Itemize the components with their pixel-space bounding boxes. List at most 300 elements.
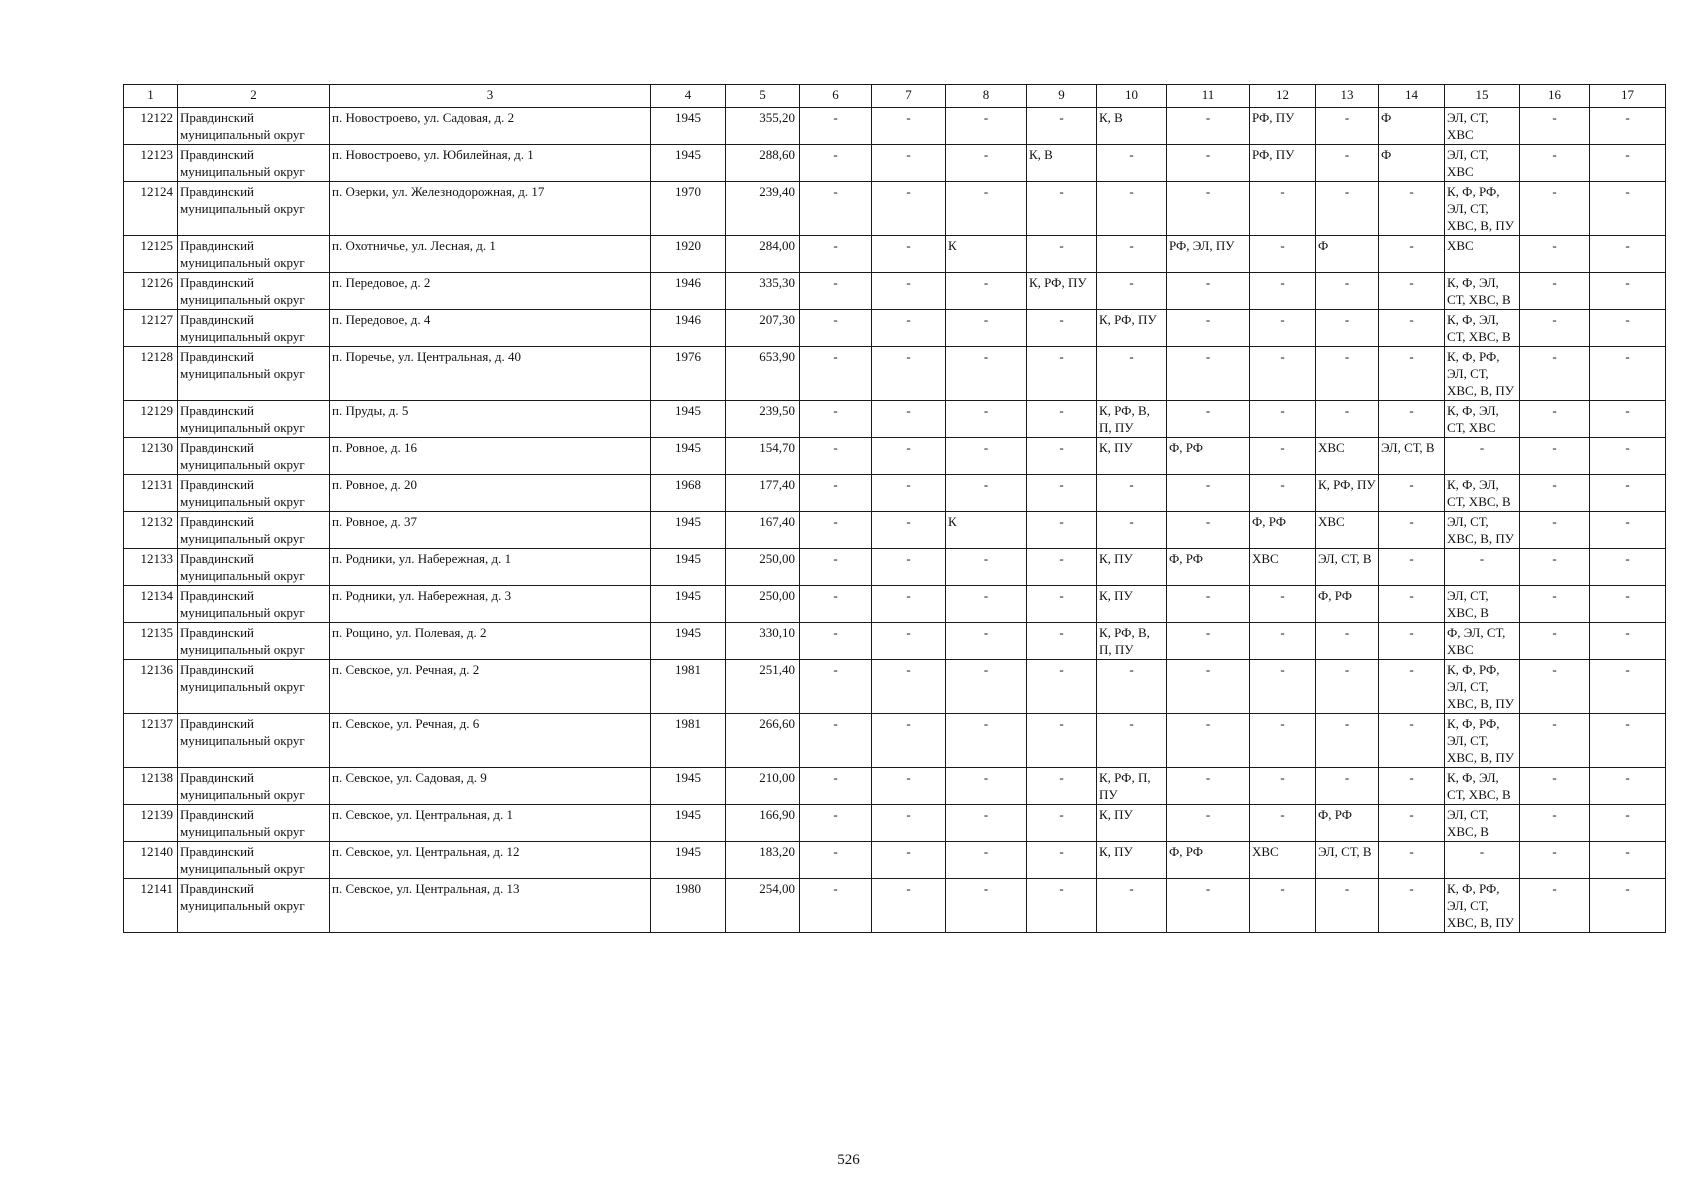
column-header: 14 [1379, 85, 1445, 108]
cell-col-8: - [946, 182, 1027, 236]
cell-col-9: - [1027, 310, 1097, 347]
cell-col-13: - [1316, 768, 1379, 805]
cell-col-7: - [872, 549, 946, 586]
cell-col-17: - [1590, 623, 1666, 660]
cell-col-16: - [1520, 879, 1590, 933]
cell-col-15: - [1445, 842, 1520, 879]
cell-address: п. Севское, ул. Центральная, д. 1 [330, 805, 651, 842]
cell-col-6: - [800, 549, 872, 586]
cell-municipality: Правдинский муниципальный округ [178, 475, 330, 512]
cell-number: 12126 [124, 273, 178, 310]
cell-col-17: - [1590, 401, 1666, 438]
cell-year: 1945 [651, 842, 726, 879]
cell-col-14: - [1379, 623, 1445, 660]
cell-area: 250,00 [726, 549, 800, 586]
cell-col-8: - [946, 401, 1027, 438]
cell-col-7: - [872, 347, 946, 401]
cell-municipality: Правдинский муниципальный округ [178, 549, 330, 586]
cell-col-15: К, Ф, РФ, ЭЛ, СТ, ХВС, В, ПУ [1445, 347, 1520, 401]
cell-municipality: Правдинский муниципальный округ [178, 623, 330, 660]
cell-year: 1968 [651, 475, 726, 512]
cell-municipality: Правдинский муниципальный округ [178, 347, 330, 401]
cell-area: 266,60 [726, 714, 800, 768]
cell-col-9: - [1027, 714, 1097, 768]
cell-col-12: - [1250, 768, 1316, 805]
cell-number: 12131 [124, 475, 178, 512]
cell-number: 12125 [124, 236, 178, 273]
column-header: 1 [124, 85, 178, 108]
column-header: 7 [872, 85, 946, 108]
cell-col-8: - [946, 879, 1027, 933]
column-header: 9 [1027, 85, 1097, 108]
cell-col-12: - [1250, 660, 1316, 714]
cell-col-12: - [1250, 310, 1316, 347]
cell-area: 250,00 [726, 586, 800, 623]
cell-col-13: ХВС [1316, 438, 1379, 475]
cell-col-10: - [1097, 347, 1167, 401]
cell-col-6: - [800, 182, 872, 236]
cell-col-13: - [1316, 273, 1379, 310]
cell-col-14: - [1379, 586, 1445, 623]
cell-number: 12128 [124, 347, 178, 401]
cell-col-11: - [1167, 805, 1250, 842]
cell-col-6: - [800, 347, 872, 401]
cell-col-10: - [1097, 879, 1167, 933]
cell-area: 284,00 [726, 236, 800, 273]
cell-col-15: ЭЛ, СТ, ХВС, В [1445, 805, 1520, 842]
cell-col-15: ЭЛ, СТ, ХВС [1445, 108, 1520, 145]
column-header: 6 [800, 85, 872, 108]
cell-municipality: Правдинский муниципальный округ [178, 842, 330, 879]
cell-col-8: - [946, 660, 1027, 714]
cell-col-16: - [1520, 273, 1590, 310]
cell-col-10: К, РФ, В, П, ПУ [1097, 623, 1167, 660]
cell-col-10: К, ПУ [1097, 842, 1167, 879]
cell-area: 154,70 [726, 438, 800, 475]
cell-col-13: - [1316, 879, 1379, 933]
cell-col-15: К, Ф, РФ, ЭЛ, СТ, ХВС, В, ПУ [1445, 879, 1520, 933]
cell-col-7: - [872, 401, 946, 438]
cell-col-6: - [800, 660, 872, 714]
cell-address: п. Озерки, ул. Железнодорожная, д. 17 [330, 182, 651, 236]
cell-area: 653,90 [726, 347, 800, 401]
cell-col-16: - [1520, 512, 1590, 549]
cell-col-8: - [946, 273, 1027, 310]
cell-col-11: - [1167, 401, 1250, 438]
cell-col-7: - [872, 475, 946, 512]
cell-area: 288,60 [726, 145, 800, 182]
cell-col-11: - [1167, 714, 1250, 768]
cell-col-9: - [1027, 475, 1097, 512]
table-row [124, 805, 1666, 842]
cell-col-13: Ф, РФ [1316, 805, 1379, 842]
cell-col-12: ХВС [1250, 842, 1316, 879]
cell-col-7: - [872, 273, 946, 310]
cell-area: 330,10 [726, 623, 800, 660]
cell-col-12: - [1250, 236, 1316, 273]
cell-col-9: - [1027, 768, 1097, 805]
cell-year: 1945 [651, 512, 726, 549]
cell-col-14: - [1379, 879, 1445, 933]
cell-address: п. Новостроево, ул. Юбилейная, д. 1 [330, 145, 651, 182]
cell-col-9: - [1027, 879, 1097, 933]
cell-col-16: - [1520, 842, 1590, 879]
cell-col-12: ХВС [1250, 549, 1316, 586]
cell-col-6: - [800, 805, 872, 842]
cell-col-10: - [1097, 182, 1167, 236]
cell-col-8: К [946, 512, 1027, 549]
table-row [124, 714, 1666, 768]
cell-number: 12139 [124, 805, 178, 842]
table-row [124, 768, 1666, 805]
cell-col-15: ЭЛ, СТ, ХВС [1445, 145, 1520, 182]
cell-col-12: - [1250, 714, 1316, 768]
cell-address: п. Родники, ул. Набережная, д. 1 [330, 549, 651, 586]
cell-col-7: - [872, 714, 946, 768]
cell-col-6: - [800, 714, 872, 768]
cell-col-6: - [800, 273, 872, 310]
cell-col-15: К, Ф, ЭЛ, СТ, ХВС, В [1445, 475, 1520, 512]
cell-col-14: - [1379, 475, 1445, 512]
cell-col-16: - [1520, 768, 1590, 805]
cell-col-7: - [872, 512, 946, 549]
cell-col-9: - [1027, 623, 1097, 660]
cell-year: 1946 [651, 310, 726, 347]
cell-col-9: - [1027, 549, 1097, 586]
cell-col-10: К, ПУ [1097, 805, 1167, 842]
cell-col-14: - [1379, 347, 1445, 401]
cell-col-6: - [800, 623, 872, 660]
cell-col-11: - [1167, 512, 1250, 549]
cell-col-16: - [1520, 660, 1590, 714]
cell-col-17: - [1590, 549, 1666, 586]
cell-col-13: Ф, РФ [1316, 586, 1379, 623]
cell-col-12: - [1250, 623, 1316, 660]
cell-col-12: - [1250, 273, 1316, 310]
cell-year: 1945 [651, 145, 726, 182]
cell-col-16: - [1520, 401, 1590, 438]
cell-col-8: - [946, 310, 1027, 347]
cell-col-7: - [872, 623, 946, 660]
cell-col-13: - [1316, 108, 1379, 145]
table-header [124, 85, 1666, 108]
cell-area: 177,40 [726, 475, 800, 512]
column-header: 4 [651, 85, 726, 108]
cell-col-11: - [1167, 145, 1250, 182]
cell-col-11: Ф, РФ [1167, 438, 1250, 475]
cell-col-17: - [1590, 805, 1666, 842]
cell-year: 1946 [651, 273, 726, 310]
cell-col-13: ЭЛ, СТ, В [1316, 842, 1379, 879]
cell-col-14: - [1379, 549, 1445, 586]
cell-col-6: - [800, 310, 872, 347]
cell-col-7: - [872, 236, 946, 273]
table-row [124, 512, 1666, 549]
cell-col-10: - [1097, 236, 1167, 273]
cell-year: 1945 [651, 805, 726, 842]
cell-col-14: - [1379, 401, 1445, 438]
table-row [124, 660, 1666, 714]
table-row [124, 182, 1666, 236]
cell-col-6: - [800, 512, 872, 549]
cell-number: 12132 [124, 512, 178, 549]
cell-municipality: Правдинский муниципальный округ [178, 236, 330, 273]
cell-number: 12133 [124, 549, 178, 586]
cell-address: п. Родники, ул. Набережная, д. 3 [330, 586, 651, 623]
cell-area: 355,20 [726, 108, 800, 145]
cell-col-8: - [946, 768, 1027, 805]
cell-col-16: - [1520, 182, 1590, 236]
cell-col-11: - [1167, 182, 1250, 236]
table-row [124, 438, 1666, 475]
cell-col-12: - [1250, 475, 1316, 512]
column-header: 17 [1590, 85, 1666, 108]
cell-municipality: Правдинский муниципальный округ [178, 273, 330, 310]
cell-municipality: Правдинский муниципальный округ [178, 108, 330, 145]
cell-col-16: - [1520, 586, 1590, 623]
cell-number: 12135 [124, 623, 178, 660]
cell-number: 12136 [124, 660, 178, 714]
cell-col-10: К, РФ, П, ПУ [1097, 768, 1167, 805]
cell-col-10: - [1097, 512, 1167, 549]
column-header: 15 [1445, 85, 1520, 108]
cell-area: 166,90 [726, 805, 800, 842]
cell-col-7: - [872, 842, 946, 879]
cell-municipality: Правдинский муниципальный округ [178, 879, 330, 933]
cell-col-8: - [946, 714, 1027, 768]
cell-col-16: - [1520, 549, 1590, 586]
cell-col-6: - [800, 108, 872, 145]
cell-col-14: - [1379, 714, 1445, 768]
column-header: 16 [1520, 85, 1590, 108]
cell-address: п. Рощино, ул. Полевая, д. 2 [330, 623, 651, 660]
cell-col-17: - [1590, 182, 1666, 236]
cell-year: 1945 [651, 623, 726, 660]
cell-municipality: Правдинский муниципальный округ [178, 714, 330, 768]
cell-col-8: - [946, 842, 1027, 879]
cell-area: 239,40 [726, 182, 800, 236]
table-row [124, 842, 1666, 879]
cell-col-7: - [872, 805, 946, 842]
cell-col-10: К, В [1097, 108, 1167, 145]
cell-col-8: - [946, 145, 1027, 182]
cell-col-12: РФ, ПУ [1250, 145, 1316, 182]
cell-col-14: - [1379, 660, 1445, 714]
cell-number: 12123 [124, 145, 178, 182]
cell-col-11: - [1167, 273, 1250, 310]
cell-col-12: РФ, ПУ [1250, 108, 1316, 145]
cell-year: 1945 [651, 586, 726, 623]
cell-col-12: - [1250, 347, 1316, 401]
cell-col-16: - [1520, 805, 1590, 842]
cell-address: п. Севское, ул. Речная, д. 2 [330, 660, 651, 714]
cell-area: 254,00 [726, 879, 800, 933]
cell-municipality: Правдинский муниципальный округ [178, 310, 330, 347]
cell-address: п. Новостроево, ул. Садовая, д. 2 [330, 108, 651, 145]
cell-col-12: - [1250, 805, 1316, 842]
cell-area: 207,30 [726, 310, 800, 347]
cell-col-16: - [1520, 310, 1590, 347]
cell-col-10: К, ПУ [1097, 586, 1167, 623]
cell-year: 1920 [651, 236, 726, 273]
cell-col-14: Ф [1379, 145, 1445, 182]
cell-col-10: - [1097, 660, 1167, 714]
cell-col-14: - [1379, 236, 1445, 273]
cell-col-14: - [1379, 273, 1445, 310]
cell-col-15: К, Ф, ЭЛ, СТ, ХВС, В [1445, 310, 1520, 347]
cell-municipality: Правдинский муниципальный округ [178, 586, 330, 623]
cell-col-14: - [1379, 512, 1445, 549]
cell-col-13: - [1316, 310, 1379, 347]
cell-address: п. Передовое, д. 4 [330, 310, 651, 347]
cell-col-13: ХВС [1316, 512, 1379, 549]
table-row [124, 623, 1666, 660]
cell-col-10: - [1097, 714, 1167, 768]
cell-col-17: - [1590, 475, 1666, 512]
cell-col-13: - [1316, 623, 1379, 660]
cell-number: 12124 [124, 182, 178, 236]
table-row [124, 273, 1666, 310]
cell-col-17: - [1590, 879, 1666, 933]
cell-area: 335,30 [726, 273, 800, 310]
cell-col-10: К, РФ, ПУ [1097, 310, 1167, 347]
cell-address: п. Охотничье, ул. Лесная, д. 1 [330, 236, 651, 273]
cell-year: 1945 [651, 438, 726, 475]
cell-municipality: Правдинский муниципальный округ [178, 438, 330, 475]
cell-col-15: - [1445, 438, 1520, 475]
cell-number: 12122 [124, 108, 178, 145]
cell-col-16: - [1520, 475, 1590, 512]
cell-municipality: Правдинский муниципальный округ [178, 401, 330, 438]
header-row [124, 85, 1666, 108]
cell-col-9: - [1027, 401, 1097, 438]
cell-col-11: - [1167, 768, 1250, 805]
column-header: 11 [1167, 85, 1250, 108]
cell-col-6: - [800, 842, 872, 879]
cell-col-11: - [1167, 879, 1250, 933]
cell-col-9: - [1027, 236, 1097, 273]
table-row [124, 475, 1666, 512]
cell-col-6: - [800, 145, 872, 182]
cell-col-17: - [1590, 236, 1666, 273]
cell-col-15: ЭЛ, СТ, ХВС, В [1445, 586, 1520, 623]
cell-year: 1970 [651, 182, 726, 236]
cell-col-13: - [1316, 714, 1379, 768]
cell-col-6: - [800, 475, 872, 512]
cell-col-11: - [1167, 108, 1250, 145]
cell-address: п. Ровное, д. 16 [330, 438, 651, 475]
cell-col-11: - [1167, 586, 1250, 623]
cell-col-6: - [800, 879, 872, 933]
cell-col-8: - [946, 549, 1027, 586]
cell-col-10: - [1097, 273, 1167, 310]
cell-col-9: - [1027, 586, 1097, 623]
cell-col-17: - [1590, 145, 1666, 182]
cell-col-17: - [1590, 586, 1666, 623]
page-number: 526 [837, 1152, 860, 1168]
cell-address: п. Севское, ул. Садовая, д. 9 [330, 768, 651, 805]
cell-address: п. Поречье, ул. Центральная, д. 40 [330, 347, 651, 401]
cell-year: 1976 [651, 347, 726, 401]
cell-col-11: Ф, РФ [1167, 842, 1250, 879]
cell-col-8: - [946, 623, 1027, 660]
cell-col-11: - [1167, 347, 1250, 401]
cell-number: 12138 [124, 768, 178, 805]
cell-address: п. Ровное, д. 20 [330, 475, 651, 512]
table-row [124, 347, 1666, 401]
column-header: 12 [1250, 85, 1316, 108]
cell-col-12: - [1250, 586, 1316, 623]
cell-year: 1945 [651, 768, 726, 805]
cell-year: 1981 [651, 714, 726, 768]
cell-col-15: К, Ф, РФ, ЭЛ, СТ, ХВС, В, ПУ [1445, 714, 1520, 768]
cell-col-9: - [1027, 660, 1097, 714]
table-row [124, 586, 1666, 623]
cell-col-11: - [1167, 660, 1250, 714]
cell-col-8: - [946, 438, 1027, 475]
cell-number: 12129 [124, 401, 178, 438]
cell-col-8: - [946, 108, 1027, 145]
cell-year: 1945 [651, 108, 726, 145]
cell-col-11: - [1167, 310, 1250, 347]
cell-col-8: - [946, 586, 1027, 623]
column-header: 5 [726, 85, 800, 108]
cell-municipality: Правдинский муниципальный округ [178, 145, 330, 182]
cell-col-9: - [1027, 512, 1097, 549]
table-row [124, 549, 1666, 586]
cell-col-7: - [872, 310, 946, 347]
cell-col-13: - [1316, 401, 1379, 438]
cell-col-8: - [946, 347, 1027, 401]
cell-col-10: - [1097, 145, 1167, 182]
cell-area: 167,40 [726, 512, 800, 549]
cell-col-17: - [1590, 512, 1666, 549]
cell-col-10: - [1097, 475, 1167, 512]
cell-col-12: - [1250, 182, 1316, 236]
cell-col-6: - [800, 768, 872, 805]
cell-col-9: - [1027, 347, 1097, 401]
cell-number: 12127 [124, 310, 178, 347]
cell-municipality: Правдинский муниципальный округ [178, 805, 330, 842]
cell-col-11: - [1167, 623, 1250, 660]
cell-address: п. Севское, ул. Центральная, д. 13 [330, 879, 651, 933]
cell-address: п. Передовое, д. 2 [330, 273, 651, 310]
cell-col-15: К, Ф, ЭЛ, СТ, ХВС, В [1445, 273, 1520, 310]
cell-col-11: - [1167, 475, 1250, 512]
cell-col-17: - [1590, 108, 1666, 145]
cell-municipality: Правдинский муниципальный округ [178, 182, 330, 236]
cell-col-11: РФ, ЭЛ, ПУ [1167, 236, 1250, 273]
cell-col-9: - [1027, 842, 1097, 879]
cell-col-12: - [1250, 401, 1316, 438]
column-header: 8 [946, 85, 1027, 108]
cell-col-17: - [1590, 768, 1666, 805]
cell-col-15: К, Ф, ЭЛ, СТ, ХВС, В [1445, 768, 1520, 805]
cell-col-13: Ф [1316, 236, 1379, 273]
cell-col-7: - [872, 660, 946, 714]
cell-col-17: - [1590, 842, 1666, 879]
cell-col-14: Ф [1379, 108, 1445, 145]
cell-col-16: - [1520, 108, 1590, 145]
cell-area: 251,40 [726, 660, 800, 714]
cell-address: п. Ровное, д. 37 [330, 512, 651, 549]
cell-municipality: Правдинский муниципальный округ [178, 660, 330, 714]
cell-col-7: - [872, 768, 946, 805]
cell-address: п. Севское, ул. Центральная, д. 12 [330, 842, 651, 879]
cell-col-14: - [1379, 182, 1445, 236]
cell-col-13: К, РФ, ПУ [1316, 475, 1379, 512]
table-row [124, 401, 1666, 438]
